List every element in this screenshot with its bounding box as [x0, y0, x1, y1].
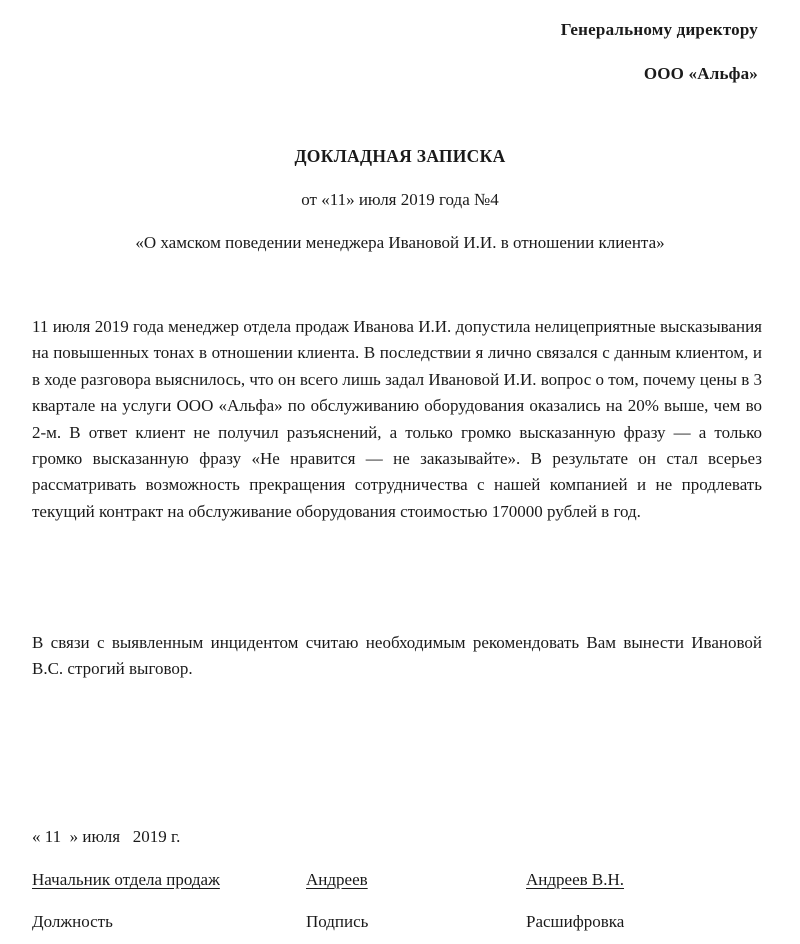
label-name: Расшифровка — [526, 912, 625, 931]
label-position: Должность — [32, 912, 113, 931]
document-subject: «О хамском поведении менеджера Ивановой И.И. в отношении клиента» — [135, 233, 665, 252]
addressee-line-1: Генеральному директору — [560, 20, 758, 39]
document-date-number: от «11» июля 2019 года №4 — [301, 190, 499, 209]
signer-position: Начальник отдела продаж — [32, 870, 220, 889]
label-signature: Подпись — [306, 912, 369, 931]
body-paragraph-2: В связи с выявленным инцидентом считаю необходимым рекомендовать Вам вынести Ивановой В.С. строгий выговор. — [32, 633, 762, 679]
addressee-line-2: ООО «Альфа» — [643, 64, 758, 83]
signer-signature: Андреев — [306, 870, 368, 889]
document-title: ДОКЛАДНАЯ ЗАПИСКА — [294, 146, 506, 166]
body-paragraph-1: 11 июля 2019 года менеджер отдела продаж Иванова И.И. допустила нелицеприятные высказывания на повышенных тонах в отношении клиента. В последствии я лично связался с данным клиентом, и в ходе разговора выяснилось, что он всего лишь задал Ивановой И.И. вопрос о том, почему цены в 3 квартале на услуги ООО «Альфа» по обслуживанию оборудования оказались на 20% выше, чем во 2-м. В ответ клиент не получил разъяснений, а только громко высказанную фразу — а только громко высказанную фразу «Не нравится — не заказывайте». В результате он стал всерьез рассматривать возможность прекращения сотрудничества с нашей компанией и не продлевать текущий контракт на обслуживание оборудования стоимостью 170000 рублей в год. — [32, 317, 762, 521]
signature-date: « 11 » июля 2019 г. — [32, 827, 181, 846]
signer-name: Андреев В.Н. — [526, 870, 625, 889]
